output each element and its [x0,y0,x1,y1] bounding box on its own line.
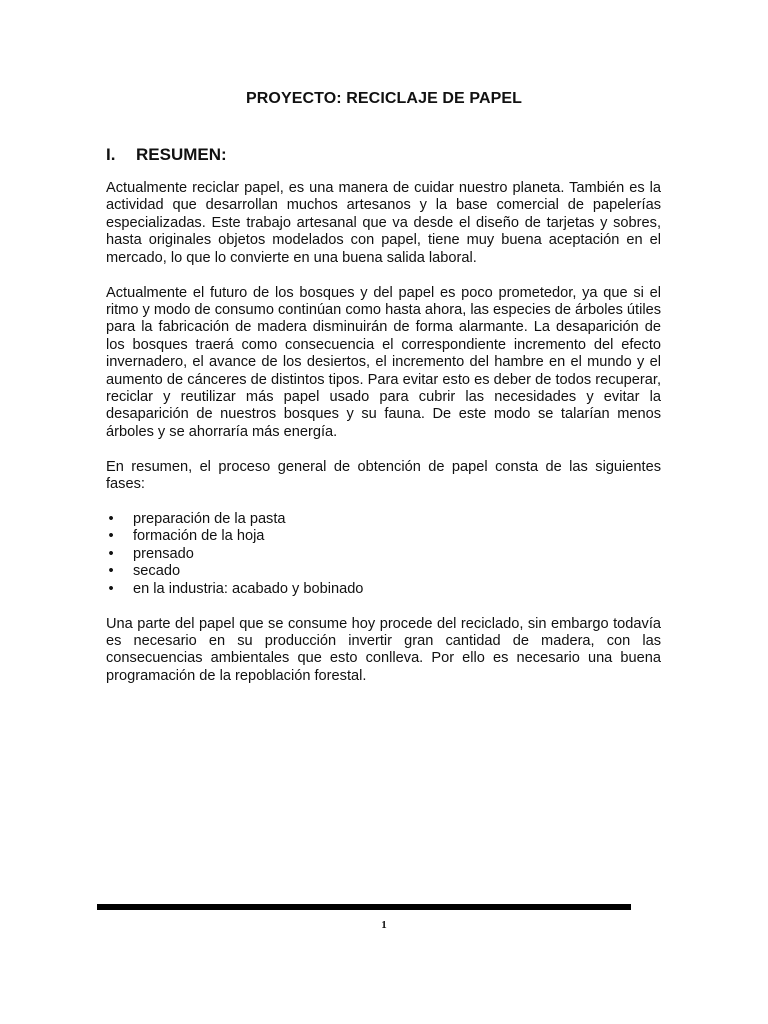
phases-list [106,511,661,598]
list-item-text: en la industria: acabado y bobinado [133,580,364,597]
document-body [106,180,661,703]
list-item-text: preparación de la pasta [133,511,286,527]
list-item-text: secado [133,563,181,580]
list-item [106,563,661,580]
section-heading [106,144,227,166]
list-item-text: formación de la hoja [133,528,265,545]
bullet-icon: • [108,511,114,527]
page-number: 1 [381,919,387,931]
list-item-text: prensado [133,545,194,562]
list-item [106,528,661,545]
bullet-icon: • [108,545,114,562]
bullet-icon: • [108,528,114,545]
document-title: PROYECTO: RECICLAJE DE PAPEL [245,90,523,107]
bullet-icon: • [108,563,114,580]
body-paragraph: Actualmente el futuro de los bosques y del papel es poco prometedor, ya que si el ritmo y modo de consumo continúan como hasta ahora, las especies de árboles útiles para la fabricación de madera disminuirán de forma alarmante. La desaparición de los bosques traerá como consecuencia el correspondiente incremento del efecto invernadero, el avance de los desiertos, el incremento del hambre en el mundo y el aumento de cánceres de distintos tipos. Para evitar esto es deber de todos recuperar, reciclar y reutilizar más papel usado para cubrir las necesidades y evitar la desaparición de nuestros bosques y su fauna. De este modo se talarían menos árboles y se ahorraría más energía. [106,284,661,440]
bullet-icon: • [108,580,114,597]
closing-paragraph: Una parte del papel que se consume hoy procede del reciclado, sin embargo todavía es necesario en su producción invertir gran cantidad de madera, con las consecuencias ambientales que esto conlleva. Por ello es necesario una buena programación de la repoblación forestal. [106,615,661,684]
list-item [106,546,661,563]
list-item [106,581,661,598]
body-paragraph: En resumen, el proceso general de obtención de papel consta de las siguientes fases: [106,458,661,493]
body-paragraph: Actualmente reciclar papel, es una manera de cuidar nuestro planeta. También es la actividad que desarrollan muchos artesanos y la base comercial de papelerías especializadas. Este trabajo artesanal que va desde el diseño de tarjetas y sobres, hasta originales objetos modelados con papel, tiene muy buena aceptación en el mercado, lo que lo convierte en una buena salida laboral. [106,180,661,266]
section-number: I. [106,145,116,164]
footer-divider [97,904,631,910]
list-item [106,511,661,528]
section-title: RESUMEN: [136,145,227,164]
